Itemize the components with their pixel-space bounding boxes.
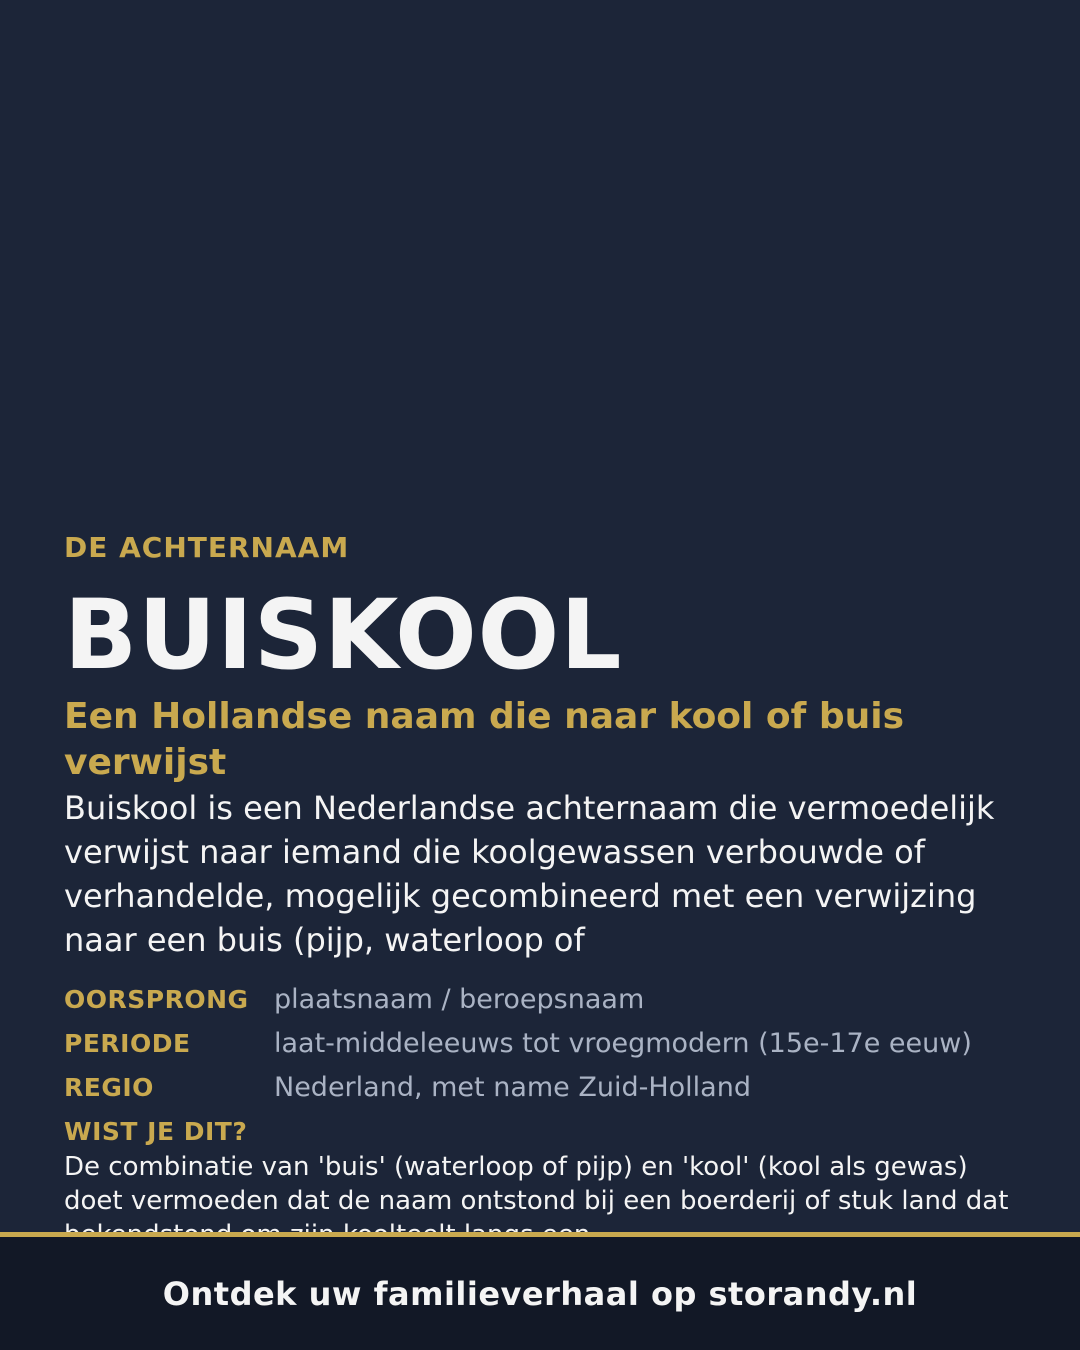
fact-value: plaatsnaam / beroepsnaam	[274, 984, 645, 1015]
surname-subtitle: Een Hollandse naam die naar kool of buis verwijst	[64, 696, 905, 783]
fact-label: OORSPRONG	[64, 985, 249, 1014]
did-you-know-text: De combinatie van 'buis' (waterloop of pijp) en 'kool' (kool als gewas) doet vermoeden dat de naam ontstond bij een boerderij of stuk land dat	[64, 1152, 1009, 1216]
facts-list	[64, 984, 1024, 1116]
fact-value: laat-middeleeuws tot vroegmodern (15e-17e eeuw)	[274, 1028, 972, 1059]
fact-row-region	[64, 1072, 1024, 1116]
fact-value: Nederland, met name Zuid-Holland	[274, 1072, 751, 1103]
fact-row-origin	[64, 984, 1024, 1028]
fact-label: PERIODE	[64, 1029, 191, 1058]
eyebrow-label: DE ACHTERNAAM	[64, 531, 350, 564]
footer-banner	[0, 1232, 1080, 1350]
fact-label: REGIO	[64, 1073, 154, 1102]
did-you-know-title: WIST JE DIT?	[64, 1117, 248, 1146]
footer-cta-text: Ontdek uw familieverhaal op storandy.nl	[162, 1274, 918, 1313]
content-section	[64, 528, 1024, 1252]
fact-row-period	[64, 1028, 1024, 1072]
surname-description: Buiskool is een Nederlandse achternaam die vermoedelijk verwijst naar iemand die koolgewassen verbouwde of verhandelde, mogelijk gecombineerd met een verwijzing naar een buis (pijp, waterloop of	[64, 789, 995, 959]
surname-title: BUISKOOL	[64, 579, 623, 691]
